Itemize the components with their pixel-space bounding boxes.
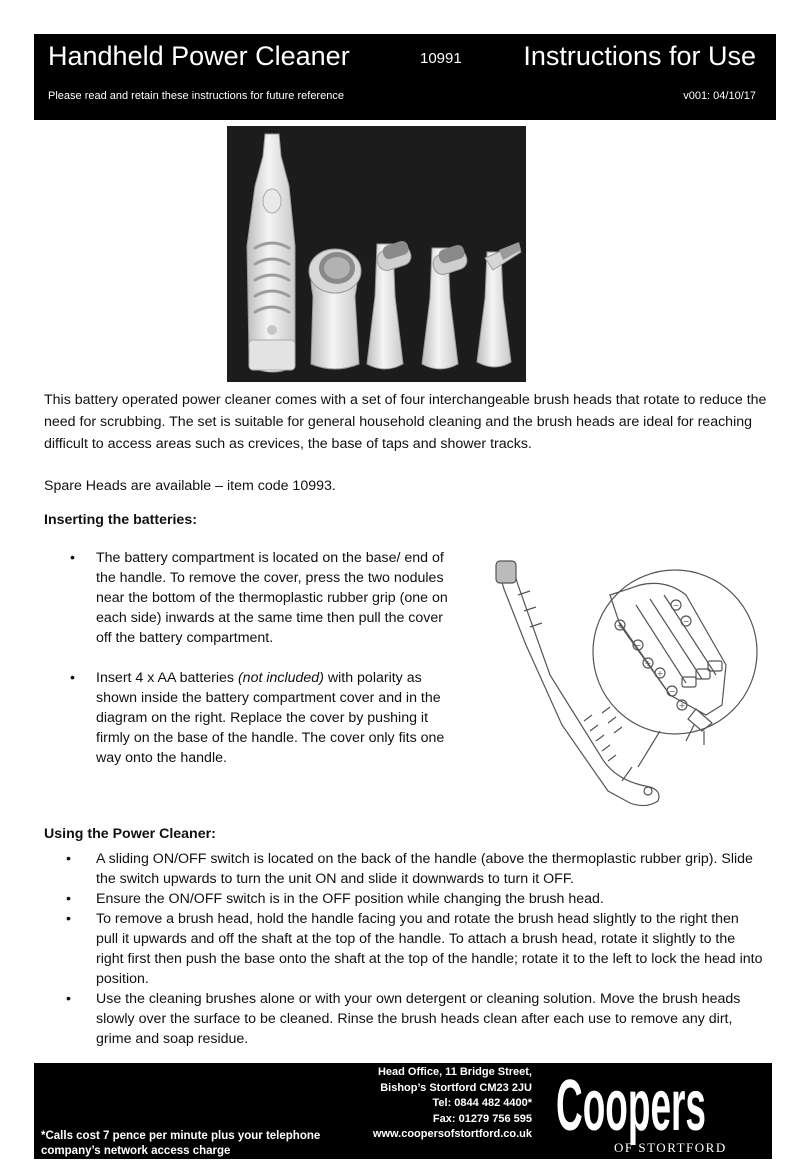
header-bar (34, 34, 776, 120)
using-bullet-text: Ensure the ON/OFF switch is in the OFF position while changing the brush head. (96, 891, 604, 907)
svg-text:+: + (616, 621, 624, 630)
using-list (44, 849, 764, 1049)
battery-diagram (490, 555, 762, 811)
fax-number: Fax: 01279 756 595 (432, 1112, 532, 1125)
bullet-dot: • (66, 991, 71, 1007)
list-item (44, 909, 764, 989)
svg-text:+: + (678, 701, 686, 710)
svg-text:−: − (672, 601, 680, 610)
not-included-note: (not included) (237, 670, 324, 686)
call-cost-note: *Calls cost 7 pence per minute plus your telephone company’s network access charge (41, 1130, 321, 1157)
coopers-logo (552, 1066, 758, 1156)
document-type: Instructions for Use (523, 41, 756, 71)
document-title: Handheld Power Cleaner (48, 41, 350, 71)
inserting-bullet-text: The battery compartment is located on the base/ end of the handle. To remove the cover, press the two nodules near the bottom of the thermoplastic rubber grip (one on each side) inwards at the same time then pull the cover off the battery compartment. (96, 550, 448, 646)
retain-note: Please read and retain these instructions for future reference (48, 90, 344, 102)
spare-heads-note: Spare Heads are available – item code 10993. (44, 478, 336, 494)
inserting-heading: Inserting the batteries: (44, 512, 197, 528)
list-item (44, 668, 454, 768)
brand-subtitle: OF STORTFORD (614, 1140, 727, 1155)
item-code: 10991 (420, 50, 462, 67)
svg-text:+: + (644, 659, 652, 668)
address-line: Bishop’s Stortford CM23 2JU (380, 1081, 532, 1094)
list-item (44, 548, 454, 648)
bullet-dot: • (66, 911, 71, 927)
svg-text:−: − (668, 687, 676, 696)
bullet-dot: • (66, 891, 71, 907)
svg-text:−: − (634, 641, 642, 650)
head-office-address (356, 1065, 532, 1143)
list-item (44, 889, 764, 909)
footer-bar (34, 1063, 772, 1159)
inserting-list (44, 548, 454, 788)
list-item (44, 989, 764, 1049)
bullet-dot: • (70, 670, 75, 686)
using-bullet-text: A sliding ON/OFF switch is located on the back of the handle (above the thermoplastic rubber grip). Slide the switch upwards to turn the unit ON and slide it downwards to turn it OFF. (96, 851, 753, 887)
bullet-dot: • (70, 550, 75, 566)
list-item (44, 849, 764, 889)
address-line: Head Office, 11 Bridge Street, (377, 1066, 532, 1078)
website-link: www.coopersofstortford.co.uk (372, 1128, 532, 1141)
brand-name: Coopers (556, 1066, 706, 1146)
inserting-bullet-text: with polarity as shown inside the battery compartment cover and in the diagram on the right. Replace the cover by pushing it firmly on the base of the handle. The cover only fits one way onto the handle. (96, 670, 445, 766)
using-bullet-text: To remove a brush head, hold the handle facing you and rotate the brush head slightly to the right then pull it upwards and off the shaft at the top of the handle. To attach a brush head, rotate it slightly to the right first then push the base onto the shaft at the top of the handle; rotate it to the left to lock the head into position. (96, 911, 763, 987)
intro-description: This battery operated power cleaner comes with a set of four interchangeable brush heads that rotate to reduce the need for scrubbing. The set is suitable for general household cleaning and the brush heads are ideal for reaching difficult to access areas such as crevices, the base of taps and shower tracks. (44, 392, 767, 452)
svg-text:−: − (682, 617, 690, 626)
using-heading: Using the Power Cleaner: (44, 826, 216, 842)
phone-number: Tel: 0844 482 4400* (432, 1097, 532, 1110)
product-photo (227, 126, 526, 382)
version-label: v001: 04/10/17 (683, 90, 756, 102)
using-bullet-text: Use the cleaning brushes alone or with your own detergent or cleaning solution. Move the brush heads slowly over the surface to be cleaned. Rinse the brush heads clean after each use to remove any dirt, grime and soap residue. (96, 991, 741, 1047)
bullet-dot: • (66, 851, 71, 867)
svg-text:+: + (656, 669, 664, 678)
inserting-bullet-text: Insert 4 x AA batteries (96, 670, 238, 686)
